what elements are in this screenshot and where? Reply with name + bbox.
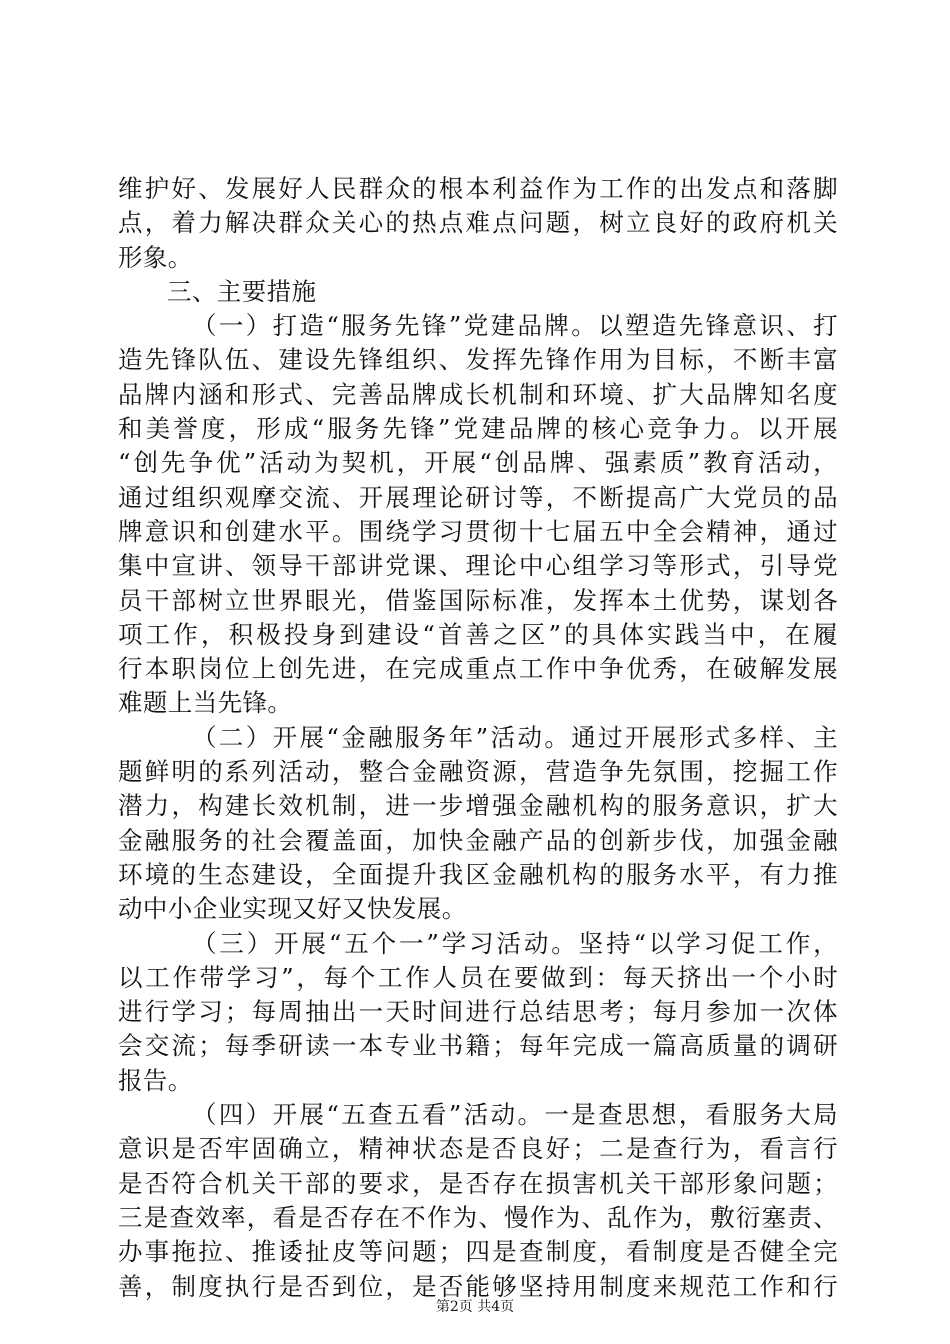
- text-line: 动中小企业实现又好又快发展。: [118, 894, 467, 924]
- text-line: 环境的生态建设，全面提升我区金融机构的服务水平，有力推: [118, 859, 838, 889]
- text-line: （四）开展“五查五看”活动。一是查思想，看服务大局: [192, 1100, 838, 1130]
- text-line: （二）开展“金融服务年”活动。通过开展形式多样、主: [192, 722, 838, 752]
- section-heading: 三、主要措施: [167, 276, 317, 306]
- document-body: [118, 172, 838, 1304]
- text-line: 点，着力解决群众关心的热点难点问题，树立良好的政府机关: [118, 208, 838, 238]
- text-line: 是否符合机关干部的要求，是否存在损害机关干部形象问题；: [118, 1168, 838, 1198]
- text-line: “创先争优”活动为契机，开展“创品牌、强素质”教育活动，: [118, 448, 838, 478]
- text-line: 通过组织观摩交流、开展理论研讨等，不断提高广大党员的品: [118, 482, 838, 512]
- text-line: 办事拖拉、推诿扯皮等问题；四是查制度，看制度是否健全完: [118, 1237, 838, 1267]
- text-line: 报告。: [118, 1065, 193, 1095]
- text-line: 善，制度执行是否到位，是否能够坚持用制度来规范工作和行: [118, 1271, 838, 1301]
- text-line: 会交流；每季研读一本专业书籍；每年完成一篇高质量的调研: [118, 1031, 838, 1061]
- text-line: 意识是否牢固确立，精神状态是否良好；二是查行为，看言行: [118, 1134, 838, 1164]
- text-line: 行本职岗位上创先进，在完成重点工作中争优秀，在破解发展: [118, 654, 838, 684]
- text-line: 三是查效率，看是否存在不作为、慢作为、乱作为，敷衍塞责、: [118, 1202, 838, 1232]
- text-line: 金融服务的社会覆盖面，加快金融产品的创新步伐，加强金融: [118, 825, 838, 855]
- text-line: 员干部树立世界眼光，借鉴国际标准，发挥本土优势，谋划各: [118, 585, 838, 615]
- text-line: 品牌内涵和形式、完善品牌成长机制和环境、扩大品牌知名度: [118, 379, 838, 409]
- text-line: 造先锋队伍、建设先锋组织、发挥先锋作用为目标，不断丰富: [118, 345, 838, 375]
- page-number-footer: 第2页 共4页: [435, 1299, 515, 1315]
- text-line: 项工作，积极投身到建设“首善之区”的具体实践当中，在履: [118, 619, 838, 649]
- text-line: 维护好、发展好人民群众的根本利益作为工作的出发点和落脚: [118, 174, 838, 203]
- text-line: （三）开展“五个一”学习活动。坚持“以学习促工作，: [192, 928, 838, 958]
- text-line: 难题上当先锋。: [118, 688, 293, 718]
- text-line: 和美誉度，形成“服务先锋”党建品牌的核心竞争力。以开展: [118, 414, 838, 444]
- text-line: 潜力，构建长效机制，进一步增强金融机构的服务意识，扩大: [118, 791, 838, 821]
- text-line: 集中宣讲、领导干部讲党课、理论中心组学习等形式，引导党: [118, 551, 838, 581]
- text-line: 形象。: [118, 242, 193, 272]
- text-line: 以工作带学习”，每个工作人员在要做到：每天挤出一个小时: [118, 962, 838, 992]
- text-line: 题鲜明的系列活动，整合金融资源，营造争先氛围，挖掘工作: [118, 757, 838, 787]
- text-line: 进行学习；每周抽出一天时间进行总结思考；每月参加一次体: [118, 997, 838, 1027]
- text-line: 牌意识和创建水平。围绕学习贯彻十七届五中全会精神，通过: [118, 516, 838, 546]
- text-line: （一）打造“服务先锋”党建品牌。以塑造先锋意识、打: [192, 311, 838, 341]
